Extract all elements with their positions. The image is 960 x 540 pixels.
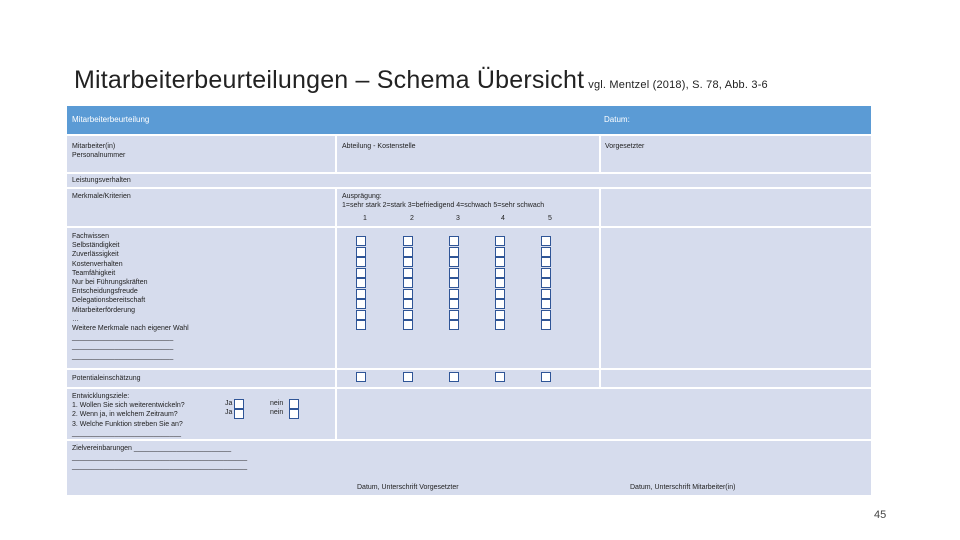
supervisor-label: Vorgesetzter [605, 143, 645, 150]
performance-row [67, 174, 871, 187]
criteria-label: Merkmale/Kriterien [72, 193, 131, 200]
development-row [67, 389, 871, 439]
development-goals [72, 392, 185, 439]
no-label: nein [270, 409, 284, 416]
divider [335, 189, 337, 226]
divider [599, 228, 601, 368]
rating-checkbox-2[interactable] [403, 236, 413, 246]
blank-line: ____________________________ [72, 429, 182, 437]
title-text: Mitarbeiterbeurteilungen – Schema Übersicht [74, 66, 585, 94]
criterion: Teamfähigkeit [72, 269, 116, 277]
rating-checkbox-1[interactable] [356, 310, 366, 320]
criterion: Entscheidungsfreude [72, 288, 138, 296]
rating-checkbox-5[interactable] [541, 278, 551, 288]
slide-title [74, 66, 768, 95]
development-question: 3. Welche Funktion streben Sie an? [72, 420, 183, 428]
yes-label: Ja [225, 409, 233, 416]
rating-checkbox-1[interactable] [356, 278, 366, 288]
page-number: 45 [874, 509, 887, 521]
divider [599, 136, 601, 172]
rating-checkbox-4[interactable] [495, 299, 505, 309]
criterion: Zuverlässigkeit [72, 251, 119, 259]
rating-checkbox-4[interactable] [495, 320, 505, 330]
appraisal-form [67, 106, 871, 495]
rating-checkbox-5[interactable] [541, 257, 551, 267]
rating-checkbox-4[interactable] [495, 310, 505, 320]
department-label: Abteilung - Kostenstelle [342, 143, 416, 150]
scale-label-3: 3 [456, 215, 460, 222]
rating-checkbox-4[interactable] [495, 257, 505, 267]
source-citation: vgl. Mentzel (2018), S. 78, Abb. 3-6 [588, 79, 768, 91]
blank-line: __________________________ [72, 343, 174, 351]
potential-checkbox-2[interactable] [403, 372, 413, 382]
performance-label: Leistungsverhalten [72, 177, 131, 184]
potential-checkbox-3[interactable] [449, 372, 459, 382]
employee-cell [72, 142, 125, 172]
criterion: … [72, 315, 79, 323]
rating-checkbox-1[interactable] [356, 268, 366, 278]
form-header-title: Mitarbeiterbeurteilung [72, 115, 150, 124]
rating-checkbox-2[interactable] [403, 268, 413, 278]
rating-checkbox-4[interactable] [495, 268, 505, 278]
blank-line: _____________________________________________ [72, 463, 248, 471]
rating-checkbox-3[interactable] [449, 278, 459, 288]
rating-checkbox-3[interactable] [449, 310, 459, 320]
rating-checkbox-3[interactable] [449, 289, 459, 299]
scale-legend-title: Ausprägung: [342, 193, 382, 200]
employee-signature-label: Datum, Unterschrift Mitarbeiter(in) [630, 484, 736, 491]
rating-checkbox-1[interactable] [356, 236, 366, 246]
criteria-header-row [67, 189, 871, 226]
criterion: Nur bei Führungskräften [72, 279, 148, 287]
scale-label-5: 5 [548, 215, 552, 222]
blank-line: __________________________ [72, 334, 174, 342]
potential-checkbox-4[interactable] [495, 372, 505, 382]
rating-checkbox-3[interactable] [449, 257, 459, 267]
criterion: Delegationsbereitschaft [72, 297, 146, 305]
potential-checkbox-5[interactable] [541, 372, 551, 382]
goal-agreement-line: Zielvereinbarungen _________________________ [72, 445, 232, 452]
no-checkbox[interactable] [289, 399, 299, 409]
yes-checkbox[interactable] [234, 399, 244, 409]
rating-checkbox-3[interactable] [449, 247, 459, 257]
criteria-list [72, 232, 189, 368]
employee-row [67, 136, 871, 172]
yes-label: Ja [225, 400, 233, 407]
rating-checkbox-4[interactable] [495, 236, 505, 246]
rating-checkbox-3[interactable] [449, 268, 459, 278]
rating-checkbox-4[interactable] [495, 247, 505, 257]
rating-checkbox-2[interactable] [403, 299, 413, 309]
goals-row [67, 441, 871, 495]
development-heading: Entwicklungsziele: [72, 393, 130, 400]
divider [335, 370, 337, 387]
criterion: Fachwissen [72, 233, 109, 240]
rating-checkbox-2[interactable] [403, 247, 413, 257]
scale-legend-values: 1=sehr stark 2=stark 3=befriedigend 4=schwach 5=sehr schwach [342, 202, 545, 210]
criterion: Mitarbeiterförderung [72, 306, 136, 314]
employee-label: Mitarbeiter(in) [72, 143, 116, 150]
criterion: Selbständigkeit [72, 242, 120, 250]
scale-label-2: 2 [410, 215, 414, 222]
rating-checkbox-1[interactable] [356, 289, 366, 299]
rating-checkbox-1[interactable] [356, 247, 366, 257]
rating-checkbox-5[interactable] [541, 310, 551, 320]
criterion: Weitere Merkmale nach eigener Wahl [72, 325, 189, 333]
criteria-row [67, 228, 871, 368]
rating-checkbox-1[interactable] [356, 299, 366, 309]
rating-checkbox-3[interactable] [449, 299, 459, 309]
divider [599, 189, 601, 226]
form-header-date: Datum: [604, 115, 630, 124]
divider [335, 389, 337, 439]
rating-checkbox-4[interactable] [495, 289, 505, 299]
form-header [67, 106, 871, 134]
rating-checkbox-5[interactable] [541, 289, 551, 299]
rating-checkbox-3[interactable] [449, 236, 459, 246]
rating-checkbox-2[interactable] [403, 310, 413, 320]
rating-checkbox-2[interactable] [403, 289, 413, 299]
personnel-number-label: Personalnummer [72, 152, 126, 160]
yes-checkbox[interactable] [234, 409, 244, 419]
rating-checkbox-1[interactable] [356, 257, 366, 267]
divider [335, 228, 337, 368]
rating-checkbox-5[interactable] [541, 247, 551, 257]
rating-checkbox-5[interactable] [541, 320, 551, 330]
rating-checkbox-5[interactable] [541, 236, 551, 246]
blank-line: __________________________ [72, 352, 174, 360]
scale-legend [342, 192, 544, 226]
development-question: 2. Wenn ja, in welchem Zeitraum? [72, 411, 178, 419]
potential-label: Potentialeinschätzung [72, 375, 141, 382]
potential-row [67, 370, 871, 387]
rating-checkbox-2[interactable] [403, 320, 413, 330]
supervisor-signature-label: Datum, Unterschrift Vorgesetzter [357, 484, 459, 491]
no-checkbox[interactable] [289, 409, 299, 419]
blank-line: _____________________________________________ [72, 454, 248, 462]
divider [599, 370, 601, 387]
development-question: 1. Wollen Sie sich weiterentwickeln? [72, 402, 185, 410]
no-label: nein [270, 400, 284, 407]
rating-checkbox-1[interactable] [356, 320, 366, 330]
rating-checkbox-4[interactable] [495, 278, 505, 288]
rating-checkbox-3[interactable] [449, 320, 459, 330]
divider [335, 136, 337, 172]
potential-checkbox-1[interactable] [356, 372, 366, 382]
rating-checkbox-5[interactable] [541, 268, 551, 278]
scale-label-1: 1 [363, 215, 367, 222]
rating-checkbox-5[interactable] [541, 299, 551, 309]
rating-checkbox-2[interactable] [403, 257, 413, 267]
rating-checkbox-2[interactable] [403, 278, 413, 288]
criterion: Kostenverhalten [72, 260, 123, 268]
scale-label-4: 4 [501, 215, 505, 222]
goal-agreements [72, 444, 247, 495]
